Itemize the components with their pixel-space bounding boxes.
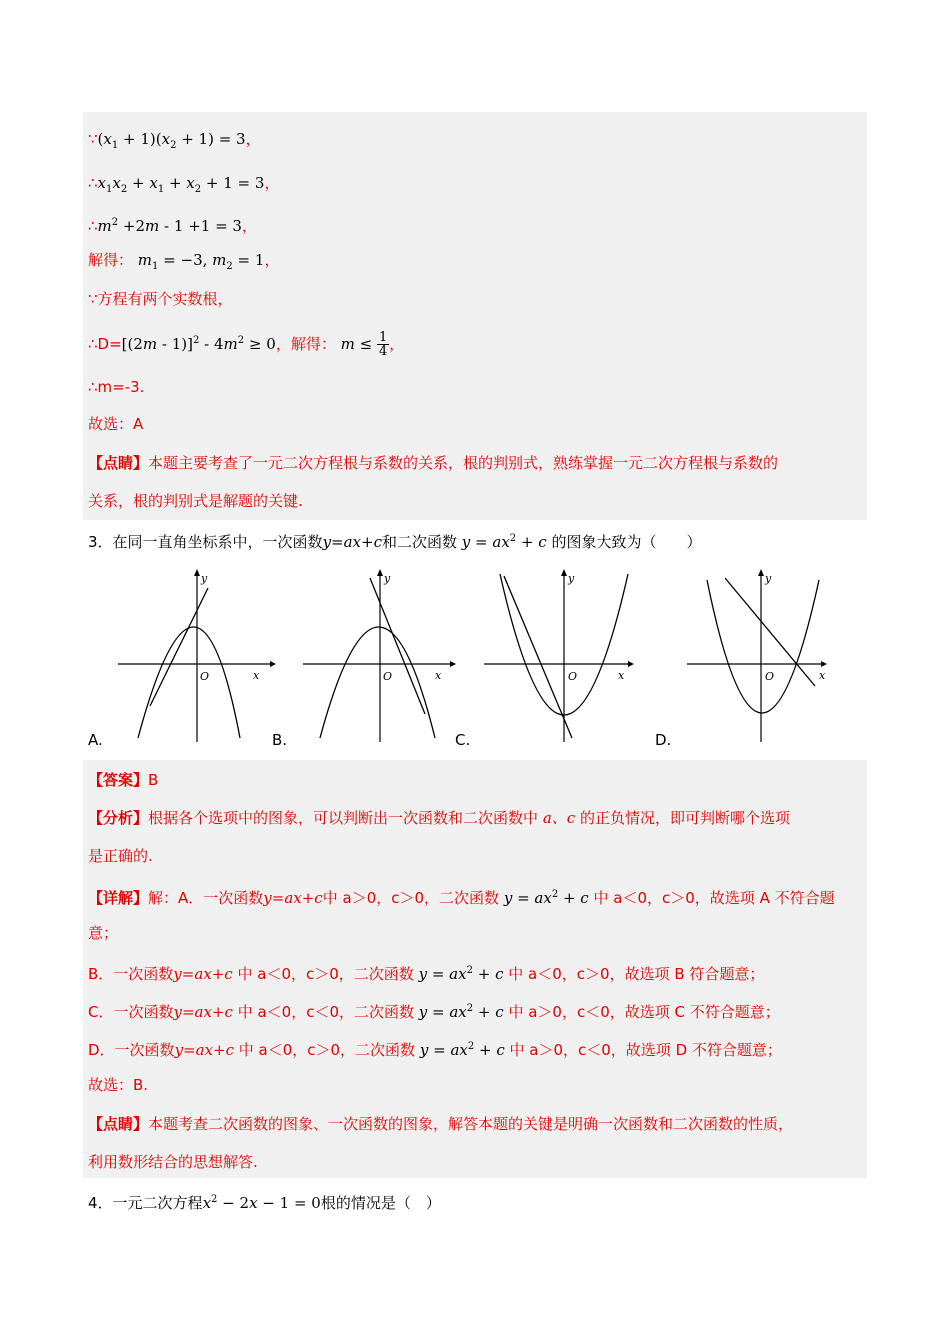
solution-line-7: ∴m=-3.: [88, 378, 145, 396]
y-axis-arrow: [377, 569, 383, 576]
parabola: [138, 627, 240, 738]
x-axis-arrow: [628, 661, 634, 667]
x-axis-arrow: [821, 661, 827, 667]
answer-line: 【答案】B: [88, 771, 159, 789]
axis-label-y: y: [384, 572, 391, 585]
detail-line-c: C．一次函数y=ax+c 中 a＜0，c＜0，二次函数 $y = ax^2 + c$ 中 a＞0，c＜0，故选项 C 不符合题意；: [88, 1003, 780, 1021]
axis-label-x: x: [819, 669, 826, 682]
graph-c: [480, 566, 650, 746]
solution-line-3: $\therefore m^2 +2m - 1 +1 = 3$，: [88, 217, 257, 235]
x-axis-arrow: [270, 661, 276, 667]
y-axis-arrow: [561, 569, 567, 576]
analysis-line-1: 【分析】根据各个选项中的图象，可以判断出一次函数和二次函数中 a、c 的正负情况，即可判断哪个选项: [88, 809, 790, 827]
axis-label-x: x: [435, 669, 442, 682]
axis-label-y: y: [201, 572, 208, 585]
straight-line: [504, 576, 572, 738]
origin-label: O: [200, 670, 210, 683]
solution-line-2: $\therefore x_1x_2 + x_1 + x_2 + 1 = 3$，: [88, 174, 280, 195]
axis-label-y: y: [765, 572, 772, 585]
graph-d: [685, 566, 855, 746]
detail-line-a-cont: 意；: [88, 924, 119, 942]
parabola: [320, 627, 435, 738]
y-axis-arrow: [758, 569, 764, 576]
comment-line-2: 利用数形结合的思想解答.: [88, 1153, 258, 1171]
graph-a: [110, 566, 280, 746]
comment-prev-2: 关系，根的判别式是解题的关键.: [88, 492, 303, 510]
option-a-label: A.: [88, 731, 103, 749]
axis-label-x: x: [618, 669, 625, 682]
origin-label: O: [765, 670, 775, 683]
analysis-line-2: 是正确的.: [88, 847, 153, 865]
solution-line-1: $\because(x_1 + 1)(x_2 + 1) = 3$，: [88, 130, 261, 151]
origin-label: O: [383, 670, 393, 683]
axis-label-x: x: [253, 669, 260, 682]
choose-line: 故选：B.: [88, 1076, 149, 1094]
solution-line-4: 解得： $m_1 = -3$, $m_2 = 1$，: [88, 251, 280, 272]
y-axis-arrow: [194, 569, 200, 576]
x-axis-arrow: [450, 661, 456, 667]
axis-label-y: y: [568, 572, 575, 585]
solution-line-6: ∴D=[(2m - $1)]^2 - 4m^2 \ge 0$，解得： m ≤ $\frac{1}{4}$ ，: [88, 330, 405, 359]
detail-line-d: D．一次函数y=ax+c 中 a＜0，c＞0，二次函数 $y = ax^2 + c$ 中 a＞0，c＜0，故选项 D 不符合题意；: [88, 1041, 782, 1059]
comment-prev-1: 【点睛】本题主要考查了一元二次方程根与系数的关系，根的判别式，熟练掌握一元二次方程根与系数的: [88, 454, 779, 472]
option-b-label: B.: [272, 731, 288, 749]
graph-b: [295, 566, 465, 746]
parabola: [707, 580, 819, 713]
detail-line-b: B．一次函数y=ax+c 中 a＜0，c＞0，二次函数 $y = ax^2 + c$ 中 a＜0，c＞0，故选项 B 符合题意；: [88, 965, 765, 983]
option-d-label: D.: [655, 731, 672, 749]
question-3-stem: 3．在同一直角坐标系中，一次函数y=ax+c和二次函数 $y = ax^2 + c$ 的图象大致为（ ）: [88, 533, 702, 551]
option-c-label: C.: [455, 731, 471, 749]
solution-line-8: 故选：A: [88, 415, 144, 433]
solution-line-5: ∵方程有两个实数根，: [88, 290, 233, 308]
straight-line: [370, 578, 425, 714]
origin-label: O: [568, 670, 578, 683]
comment-line-1: 【点睛】本题考查二次函数的图象、一次函数的图象，解答本题的关键是明确一次函数和二次函数的性质，: [88, 1115, 794, 1133]
detail-line-a: 【详解】解：A．一次函数y=ax+c中 a＞0，c＞0，二次函数 $y = ax^2 + c$ 中 a＜0，c＞0，故选项 A 不符合题: [88, 889, 835, 907]
question-4-stem: 4．一元二次方程$x^2 - 2x - 1 = 0$根的情况是（ ）: [88, 1194, 441, 1212]
straight-line: [150, 588, 208, 706]
